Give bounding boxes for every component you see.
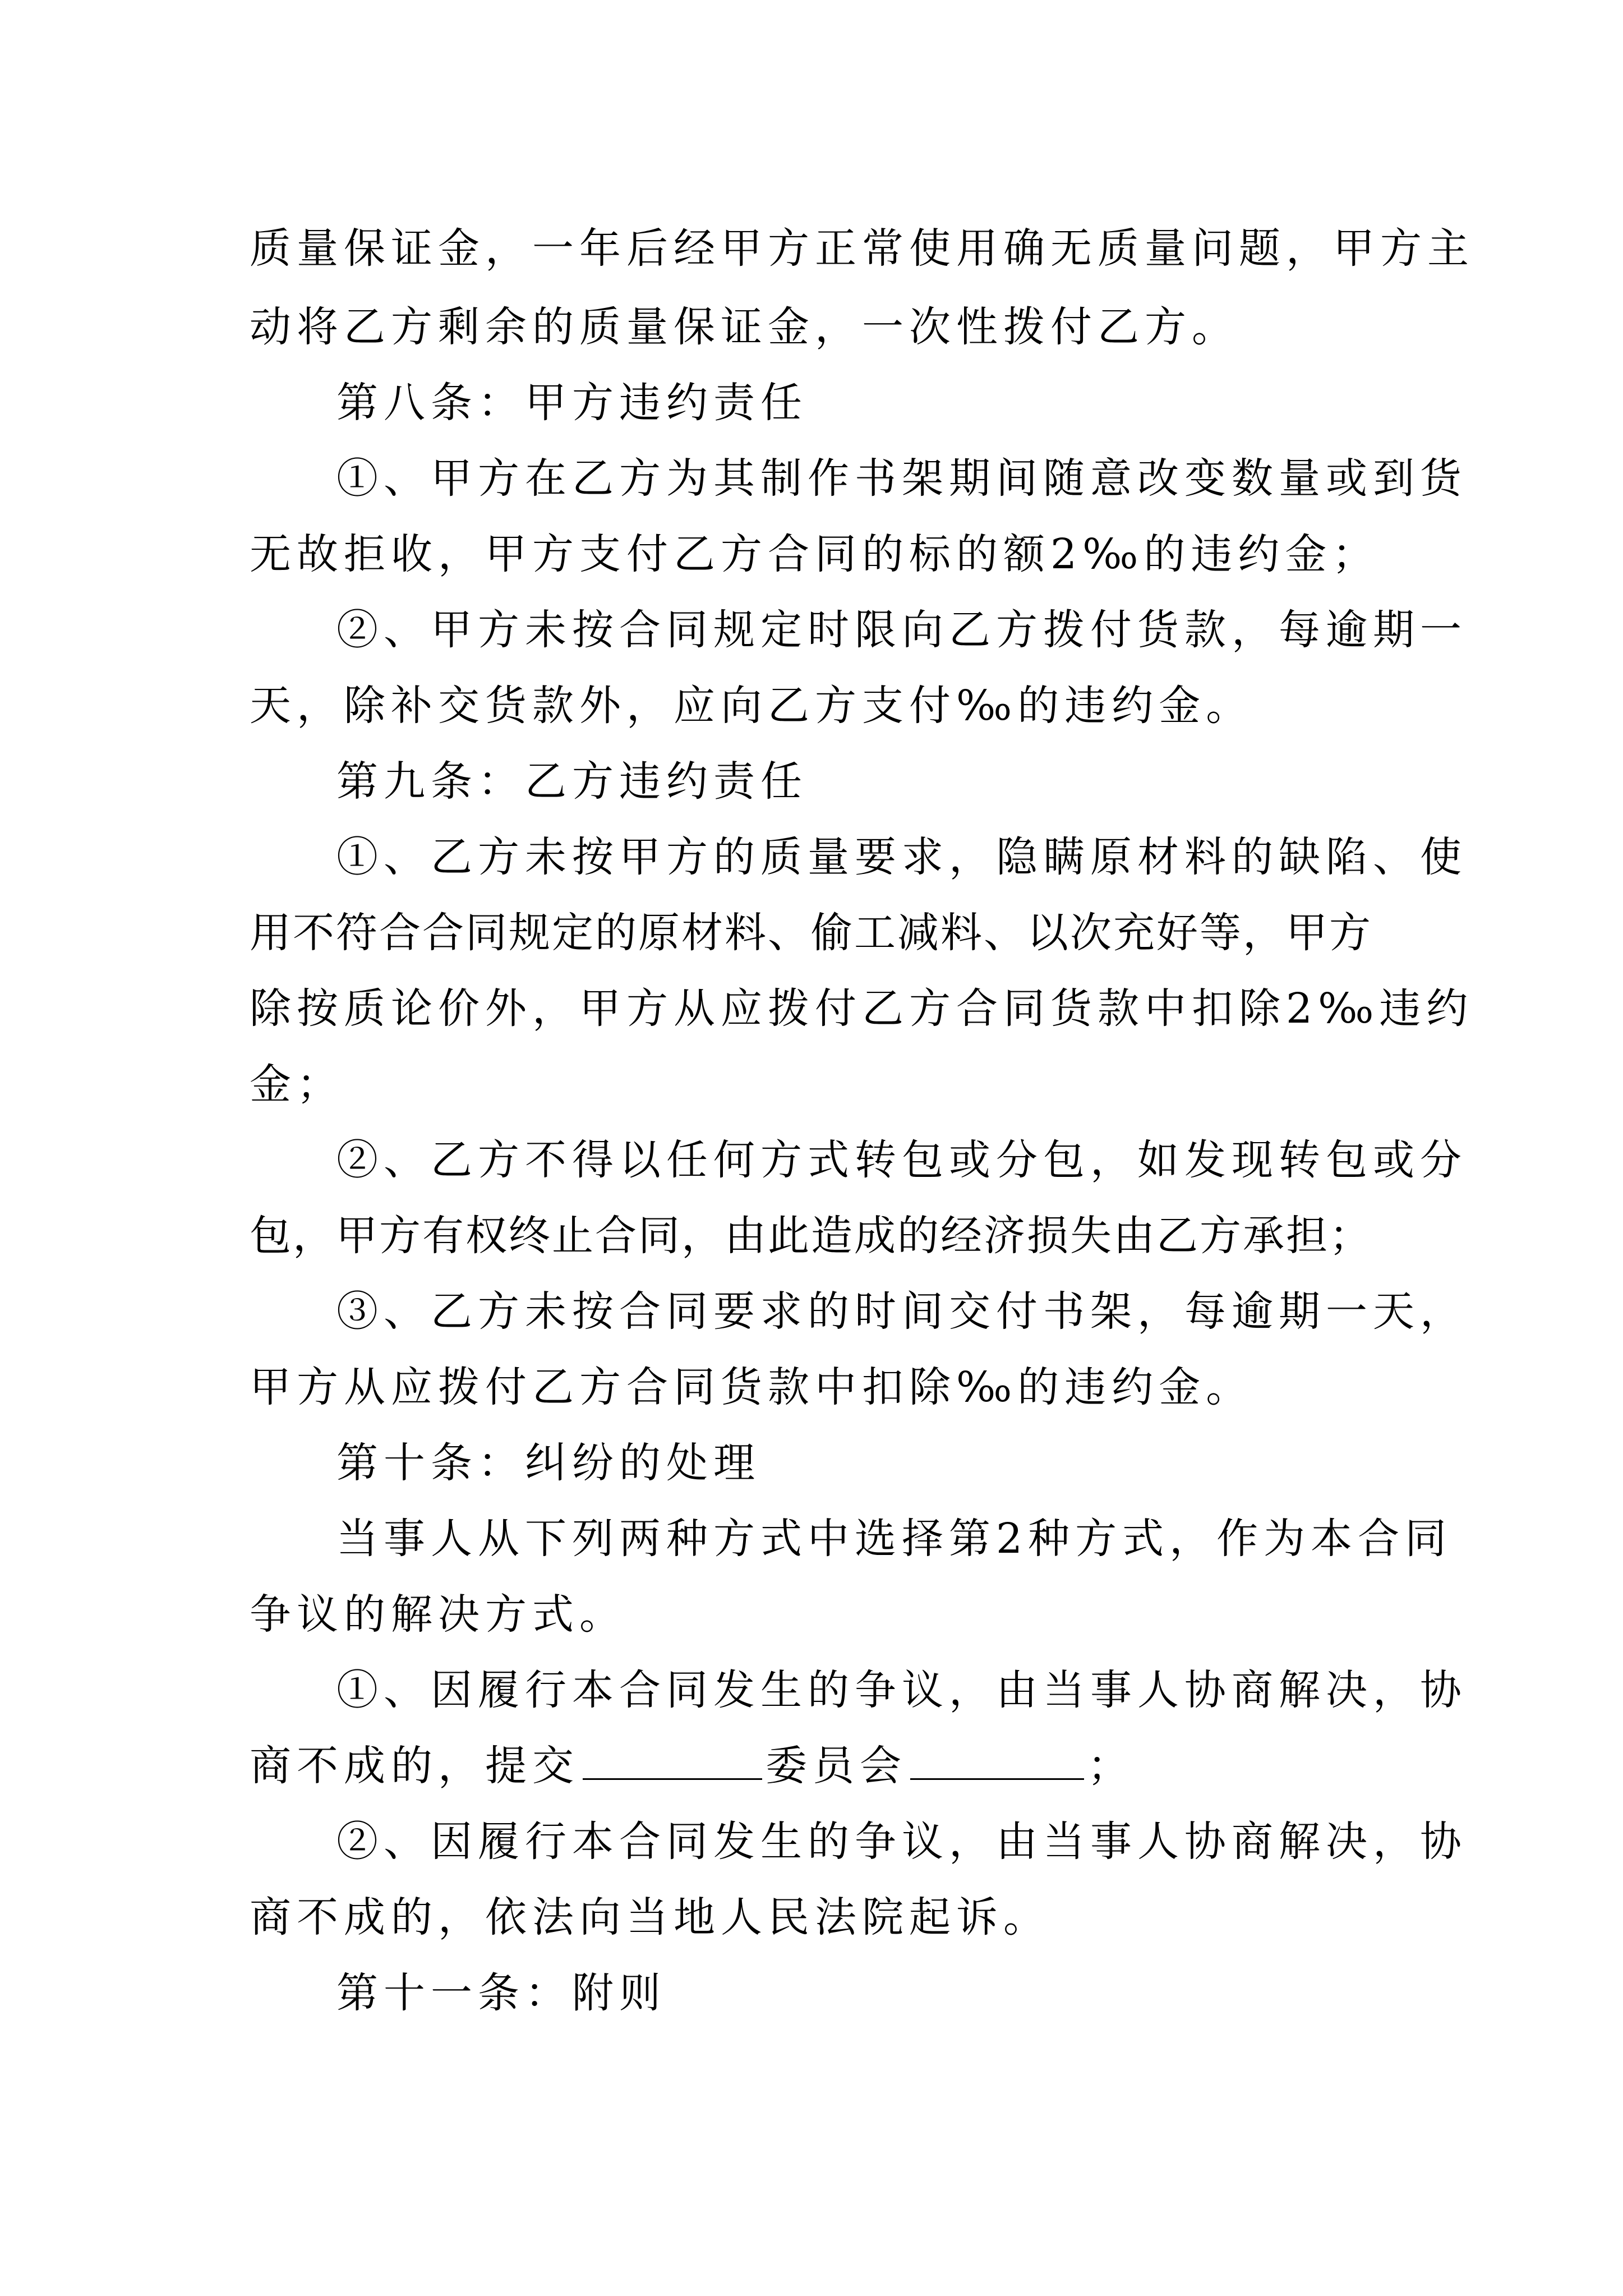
paragraph-line: 天，除补交货款外，应向乙方支付‰的违约金。 <box>250 682 1253 730</box>
article-heading: 第十条：纠纷的处理 <box>336 1439 760 1487</box>
paragraph-line: 动将乙方剩余的质量保证金，一次性拨付乙方。 <box>250 303 1239 351</box>
article-heading: 第九条：乙方违约责任 <box>336 757 808 806</box>
paragraph-line: 用不符合合同规定的原材料、偷工减料、以次充好等，甲方 <box>250 909 1372 957</box>
paragraph-line: 无故拒收，甲方支付乙方合同的标的额2‰的违约金； <box>250 530 1380 578</box>
paragraph-line-with-blanks <box>250 1739 1135 1793</box>
paragraph-line: 金； <box>250 1060 344 1108</box>
article-heading: 第十一条：附则 <box>336 1969 666 2017</box>
paragraph-line: 甲方从应拨付乙方合同货款中扣除‰的违约金。 <box>250 1363 1253 1411</box>
paragraph-line: 除按质论价外，甲方从应拨付乙方合同货款中扣除2‰违约 <box>250 984 1474 1033</box>
line-text-before-blank: 商不成的，提交 <box>250 1742 579 1790</box>
paragraph-line: ①、因履行本合同发生的争议，由当事人协商解决，协 <box>336 1666 1467 1714</box>
paragraph-line: 当事人从下列两种方式中选择第2种方式，作为本合同 <box>336 1515 1453 1563</box>
line-text-middle: 委员会 <box>766 1742 907 1790</box>
paragraph-line: ②、乙方不得以任何方式转包或分包，如发现转包或分 <box>336 1136 1467 1184</box>
paragraph-line: ①、甲方在乙方为其制作书架期间随意改变数量或到货 <box>336 454 1467 503</box>
paragraph-line: 争议的解决方式。 <box>250 1590 626 1639</box>
paragraph-line: 商不成的，依法向当地人民法院起诉。 <box>250 1893 1050 1941</box>
paragraph-line: ①、乙方未按甲方的质量要求，隐瞒原材料的缺陷、使 <box>336 833 1467 881</box>
paragraph-line: 质量保证金，一年后经甲方正常使用确无质量问题，甲方主 <box>250 224 1474 273</box>
paragraph-line: ③、乙方未按合同要求的时间交付书架，每逾期一天， <box>336 1287 1467 1336</box>
blank-underline <box>910 1739 1084 1780</box>
article-heading: 第八条：甲方违约责任 <box>336 379 808 427</box>
paragraph-line: 包，甲方有权终止合同，由此造成的经济损失由乙方承担； <box>250 1212 1372 1260</box>
blank-underline <box>583 1739 762 1780</box>
paragraph-line: ②、因履行本合同发生的争议，由当事人协商解决，协 <box>336 1818 1467 1866</box>
paragraph-line: ②、甲方未按合同规定时限向乙方拨付货款，每逾期一 <box>336 606 1467 654</box>
line-text-after-blank: ； <box>1087 1742 1135 1790</box>
